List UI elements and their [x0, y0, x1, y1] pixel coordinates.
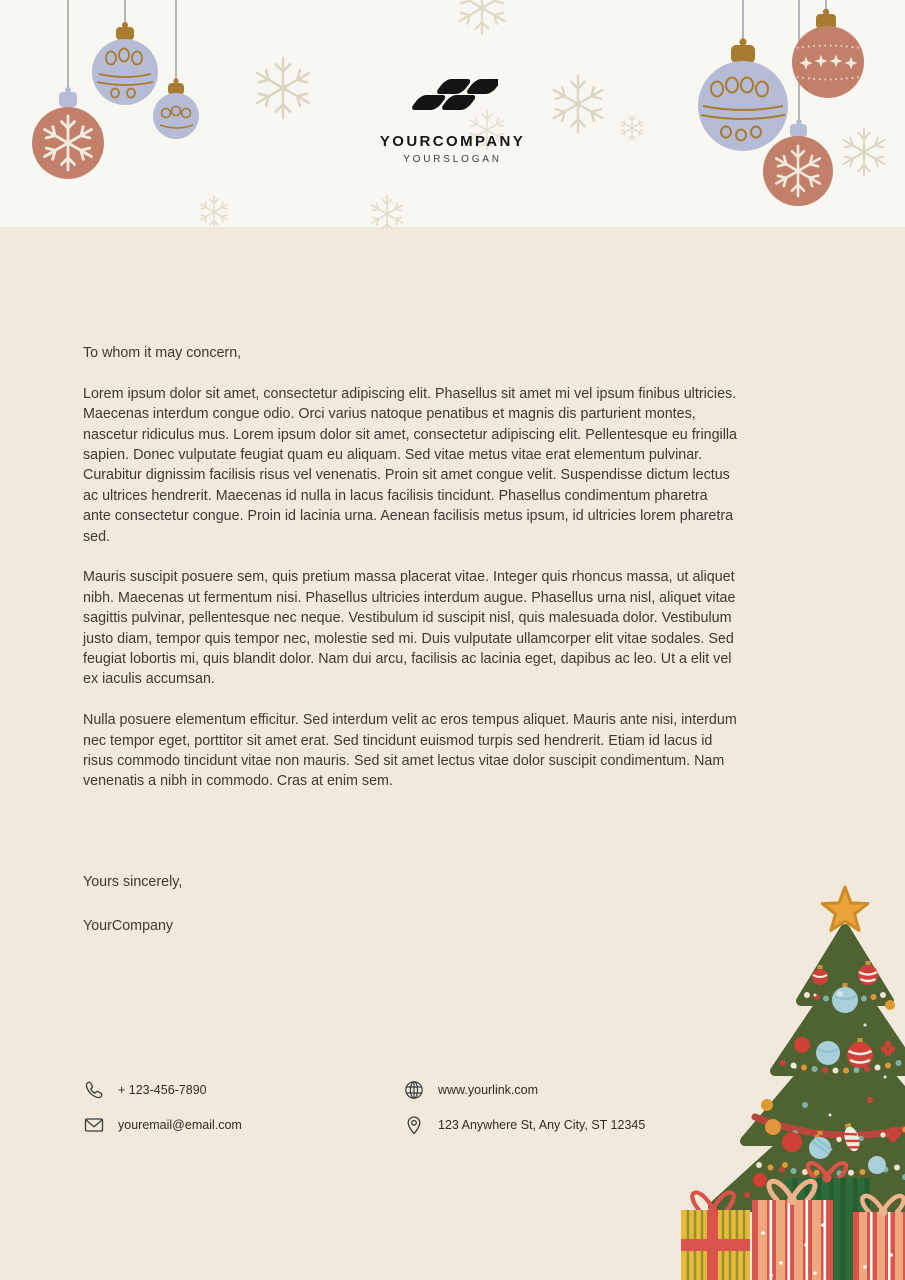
christmas-tree-icon — [655, 865, 905, 1280]
snowflake-icon — [456, 0, 507, 34]
star-topper-icon — [822, 887, 868, 930]
company-name: YOURCOMPANY — [379, 133, 526, 150]
logo-mark-icon — [408, 78, 498, 112]
phone-icon — [83, 1079, 105, 1101]
paragraph-3: Nulla posuere elementum efficitur. Sed interdum velit ac eros tempus aliquet. Mauris ante nisi, interdum nec tempor eget, porttitor sit amet erat. Sed tincidunt euismod turpis sed hendrerit. Etiam id lacus id risus commodo tincidunt vitae non mauris. Sed sit amet lectus vitae dolor suscipit condimentum. Nam venenatis a nibh in commodo. Cras at enim sem. — [83, 712, 737, 790]
address-text: 123 Anywhere St, Any City, ST 12345 — [438, 1118, 646, 1132]
salutation: To whom it may concern, — [83, 345, 242, 361]
address-row — [403, 1114, 645, 1136]
phone-text: + 123-456-7890 — [118, 1083, 207, 1097]
contact-footer — [83, 1079, 645, 1136]
website-text: www.yourlink.com — [438, 1083, 539, 1097]
globe-icon — [403, 1079, 425, 1101]
snowflake-icon — [369, 196, 404, 230]
location-pin-icon — [403, 1114, 425, 1136]
envelope-icon — [83, 1114, 105, 1136]
website-row — [403, 1079, 645, 1101]
paragraph-1: Lorem ipsum dolor sit amet, consectetur adipiscing elit. Phasellus sit amet mi vel ipsum finibus ultricies. Maecenas interdum congue odio. Orci varius natoque penatibus et magnis dis parturient montes, nascetur ridiculus mus. Lorem ipsum dolor sit amet, consectetur adipiscing elit. Pellentesque eu fringilla sapien. Donec vulputate feugiat quam eu aliquam. Sed vitae metus vitae erat elementum pulvinar. Curabitur dignissim facilisis risus vel venenatis. Proin sit amet congue velit. Suspendisse dictum lectus ac ultrices hendrerit. Maecenas id nulla in lacus facilisis tincidunt. Phasellus condimentum pharetra ante consectetur congue. Proin id lacinia urna. Aenean facilisis metus ipsum, id ultricies lorem pharetra sed. — [83, 385, 737, 545]
snowflake-icon — [198, 196, 230, 228]
email-text: youremail@email.com — [118, 1118, 242, 1132]
header-band — [0, 0, 905, 227]
christmas-tree-illustration — [655, 865, 905, 1280]
closing: Yours sincerely, — [83, 874, 183, 890]
letter-body — [83, 343, 738, 812]
company-slogan: YOURSLOGAN — [403, 154, 502, 165]
phone-row — [83, 1079, 403, 1101]
email-row — [83, 1114, 403, 1136]
company-logo — [0, 78, 905, 165]
signature: YourCompany — [83, 918, 174, 934]
paragraph-2: Mauris suscipit posuere sem, quis pretium massa placerat vitae. Integer quis rhoncus massa, ut aliquet nibh. Maecenas ut fermentum nisi. Phasellus ultricies interdum augue. Phasellus urna nisl, aliquet vitae sagittis pulvinar, pellentesque nec neque. Vestibulum id suscipit nisl, quis malesuada dolor. Vestibulum justo diam, tempor quis tempor nec, molestie sed mi. Duis vulputate ullamcorper elit vitae sodales. Sed feugiat lobortis mi, quis blandit dolor. Nam dui arcu, facilisis ac lacinia eget, dapibus ac leo. Ut a elit vel ex iaculis accumsan. — [83, 569, 736, 688]
